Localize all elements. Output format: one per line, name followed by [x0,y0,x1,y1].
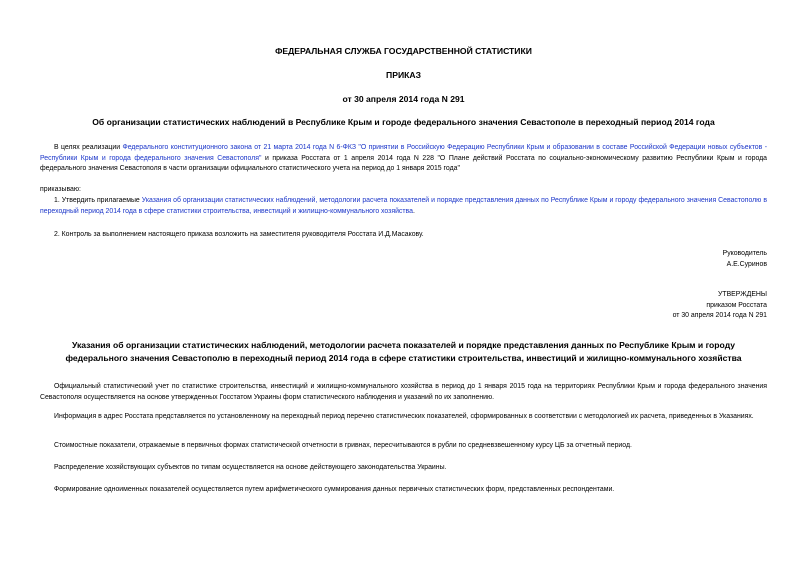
agency-name: ФЕДЕРАЛЬНАЯ СЛУЖБА ГОСУДАРСТВЕННОЙ СТАТИСТИКИ [275,46,532,56]
order-date-number: от 30 апреля 2014 года N 291 [342,94,465,104]
document-type: ПРИКАЗ [386,70,421,80]
order-title: Об организации статистических наблюдений в Республике Крым и городе федерального значения Севастополе в переходный период 2014 года [92,117,715,127]
instructions-link[interactable]: Указания об организации статистических наблюдений, методологии расчета показателей и порядке представления данных по Республике Крым и городу федерального значения Севастополю в переходный период 2014 года в сфере статистики строительства, инвестиций и жилищно-коммунального хозяйства [40,197,768,215]
order-word: приказываю: [40,186,81,193]
signatory-name: А.Е.Суринов [726,260,767,268]
instructions-paragraph-1: Официальный статистический учет по статистике строительства, инвестиций и жилищно-коммунального хозяйства в период до 1 января 2015 года на территориях Республики Крым и города федерального значения Севастополя осуществляется на основе утвержденных Госстатом Украины форм статистического наблюдения и указаний по их заполнению. [40,383,767,401]
instructions-title: Указания об организации статистических наблюдений, методологии расчета показателей и порядке представления данных по Республике Крым и городу федерального значения Севастополю в переходный период 2014 года в сфере статистики строительства, инвестиций и жилищно-коммунального хозяйства [65,340,742,363]
approval-line-3: от 30 апреля 2014 года N 291 [672,312,767,320]
item1-text-start: 1. Утвердить прилагаемые [54,197,142,204]
order-item-2: 2. Контроль за выполнением настоящего приказа возложить на заместителя руководителя Росстата И.Д.Масакову. [54,231,424,238]
instructions-paragraph-2: Информация в адрес Росстата представляется по установленному на переходный период перечню статистических показателей, сформированных в соответствии с методологией их расчета, приведенных в Указаниях. [54,413,754,420]
signature-block [723,249,767,270]
instructions-paragraph-3: Стоимостные показатели, отражаемые в первичных формах статистической отчетности в гривнах, пересчитываются в рубли по средневзвешенному курсу ЦБ за отчетный период. [54,442,632,449]
instructions-paragraph-4: Распределение хозяйствующих субъектов по типам осуществляется на основе действующего законодательства Украины. [54,464,447,471]
federal-law-link[interactable]: Федерального конституционного закона от 21 марта 2014 года N 6-ФКЗ "О принятии в Российскую Федерацию Республики Крым и образовании в составе Российской Федерации новых субъектов - Республики Крым и города федерального значения Севастополя" [40,144,767,162]
preamble-paragraph [40,143,767,175]
signatory-position: Руководитель [722,250,767,257]
instructions-paragraph-5: Формирование одноименных показателей осуществляется путем арифметического суммирования данных первичных статистических форм, представленных респондентами. [54,486,615,493]
approval-line-2: приказом Росстата [706,301,767,309]
item1-text-end: . [412,207,415,215]
order-item-1 [40,196,767,217]
preamble-text-end: и приказа Росстата от 1 апреля 2014 года N 228 "О Плане действий Росстата по социально-экономическому развитию Республики Крым и города федерального значения Севастополя в части организации официального статистического учета на период до 1 января 2015 года" [40,154,767,173]
approval-stamp [673,290,767,322]
preamble-text-start: В целях реализации [54,144,123,151]
approval-line-1: УТВЕРЖДЕНЫ [718,291,767,298]
